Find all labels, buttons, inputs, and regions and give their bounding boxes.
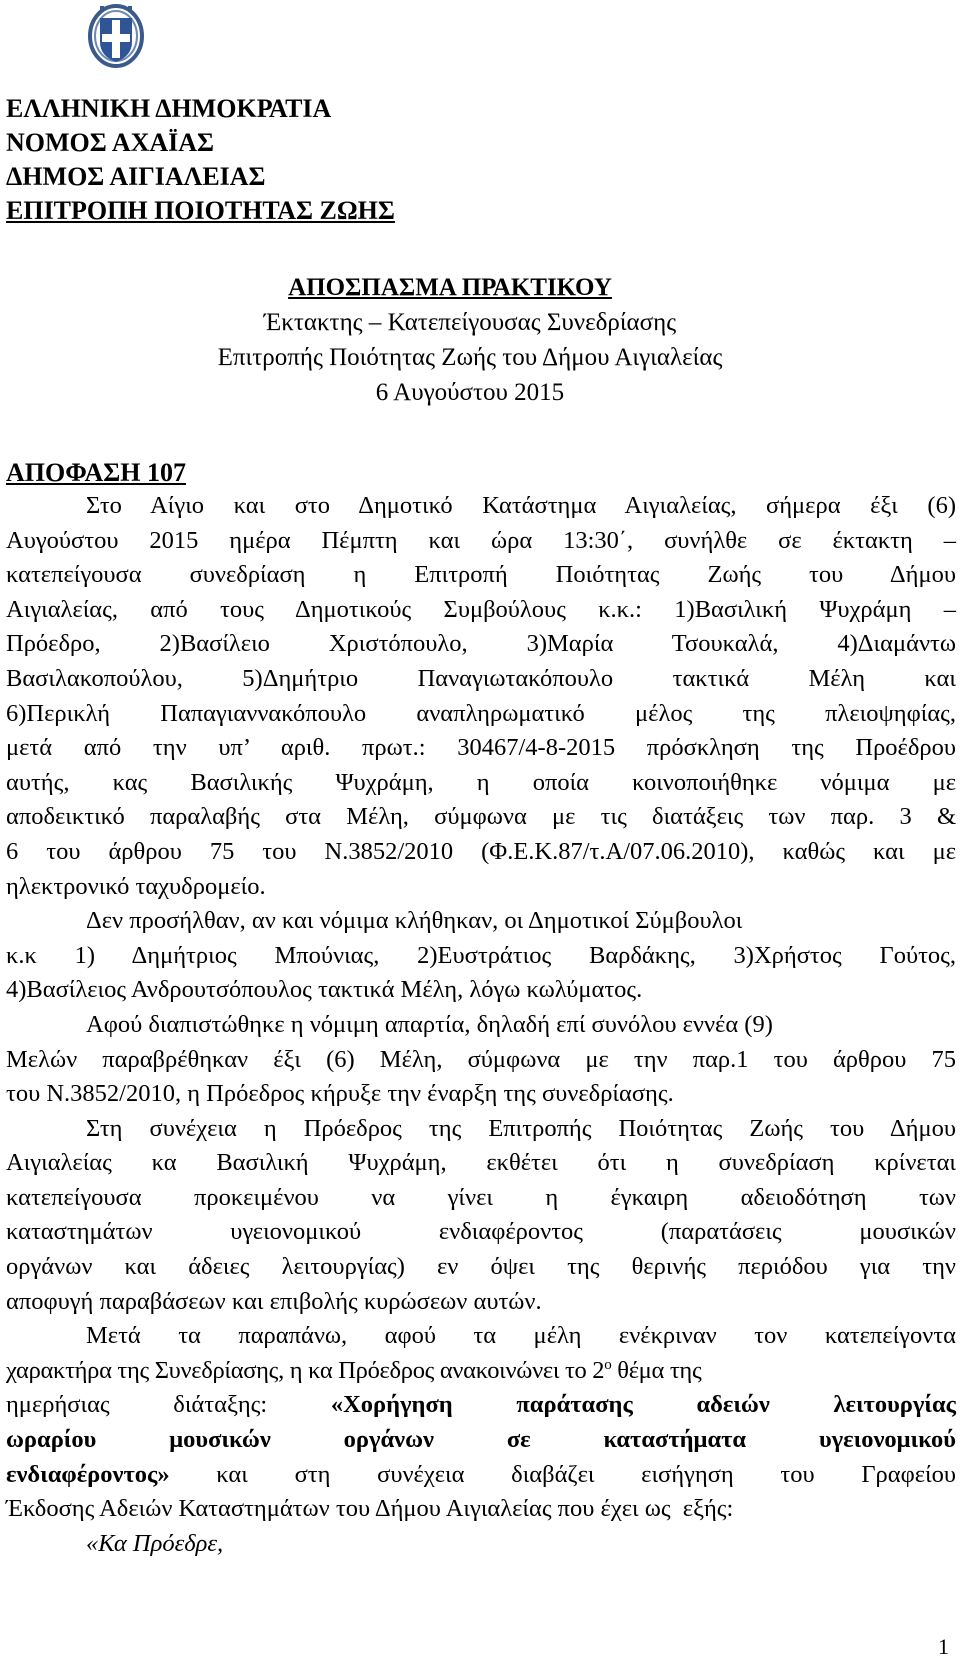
header-line-prefecture: ΝΟΜΟΣ ΑΧΑΪΑΣ bbox=[6, 128, 215, 157]
agenda-topic-title: ενδιαφέροντος» bbox=[6, 1460, 170, 1488]
body-line bbox=[6, 1181, 956, 1216]
page-number: 1 bbox=[938, 1634, 949, 1659]
body-text: Μετά τα παραπάνω, αφού τα μέλη ενέκριναν τον κατεπείγοντα bbox=[86, 1322, 956, 1350]
body-line bbox=[6, 904, 956, 939]
body-text-fragment: ημερήσιας διάταξης: bbox=[6, 1391, 331, 1419]
body-line bbox=[6, 558, 956, 593]
body-line bbox=[6, 1146, 956, 1181]
body-line bbox=[6, 524, 956, 559]
body-line bbox=[6, 800, 956, 835]
body-text: Στη συνέχεια η Πρόεδρος της Επιτροπής Ποιότητας Ζωής του Δήμου bbox=[86, 1114, 956, 1142]
body-text: μετά από την υπ’ αριθ. πρωτ.: 30467/4-8-2015 πρόσκληση της Προέδρου bbox=[6, 734, 956, 762]
body-line bbox=[6, 1388, 956, 1423]
session-date: 6 Αυγούστου 2015 bbox=[375, 379, 565, 406]
body-line bbox=[6, 1423, 956, 1458]
decision-number: ΑΠΟΦΑΣΗ 107 bbox=[6, 458, 187, 487]
body-line bbox=[6, 835, 956, 870]
body-text: οργάνων και άδειες λειτουργίας) εν όψει της θερινής περιόδου για την bbox=[6, 1253, 956, 1281]
body-text: 4)Βασίλειος Ανδρουτσόπουλος τακτικά Μέλη, λόγω κωλύματος. bbox=[6, 976, 643, 1004]
quoted-salutation: «Κα Πρόεδρε, bbox=[86, 1529, 224, 1557]
body-line bbox=[6, 489, 956, 524]
agenda-topic-title: «Χορήγηση παράτασης αδειών λειτουργίας bbox=[330, 1391, 956, 1419]
body-text: κατεπείγουσα συνεδρίαση η Επιτροπή Ποιότητας Ζωής του Δήμου bbox=[6, 561, 956, 589]
body-line bbox=[6, 870, 956, 905]
issuing-authority-header bbox=[6, 92, 706, 228]
body-text: Μελών παραβρέθηκαν έξι (6) Μέλη, σύμφωνα με την παρ.1 του άρθρου 75 bbox=[6, 1045, 956, 1073]
session-type: Έκτακτης – Κατεπείγουσας Συνεδρίασης bbox=[263, 309, 677, 336]
body-line bbox=[6, 1319, 956, 1354]
body-line bbox=[6, 1354, 956, 1389]
document-body bbox=[6, 489, 956, 1561]
body-text: Αιγιαλείας κα Βασιλική Ψυχράμη, εκθέτει ότι η συνεδρίαση κρίνεται bbox=[6, 1149, 956, 1177]
body-text: του Ν.3852/2010, η Πρόεδρος κήρυξε την έναρξη της συνεδρίασης. bbox=[6, 1080, 674, 1108]
header-line-committee: ΕΠΙΤΡΟΠΗ ΠΟΙΟΤΗΤΑΣ ΖΩΗΣ bbox=[6, 196, 395, 225]
body-line bbox=[6, 1527, 956, 1562]
body-text: Πρόεδρο, 2)Βασίλειο Χριστόπουλο, 3)Μαρία Τσουκαλά, 4)Διαμάντω bbox=[6, 630, 956, 658]
body-text bbox=[6, 1388, 956, 1423]
body-text: Έκδοσης Αδειών Καταστημάτων του Δήμου Αιγιαλείας που έχει ως εξής: bbox=[6, 1495, 734, 1523]
committee-name: Επιτροπής Ποιότητας Ζωής του Δήμου Αιγιαλείας bbox=[217, 344, 723, 371]
body-text: Αφού διαπιστώθηκε η νόμιμη απαρτία, δηλαδή επί συνόλου εννέα (9) bbox=[86, 1010, 773, 1038]
body-text bbox=[6, 1458, 956, 1493]
body-text: Δεν προσήλθαν, αν και νόμιμα κλήθηκαν, οι Δημοτικοί Σύμβουλοι bbox=[86, 907, 743, 935]
body-line bbox=[6, 766, 956, 801]
body-line bbox=[6, 1008, 956, 1043]
body-line bbox=[6, 593, 956, 628]
body-line bbox=[6, 731, 956, 766]
body-text: αποφυγή παραβάσεων και επιβολής κυρώσεων αυτών. bbox=[6, 1287, 542, 1315]
body-text-fragment: θέμα της bbox=[611, 1356, 702, 1384]
greek-republic-emblem-icon bbox=[86, 2, 146, 68]
body-line bbox=[6, 627, 956, 662]
body-text: 6)Περικλή Παπαγιαννακόπουλο αναπληρωματικό μέλος της πλειοψηφίας, bbox=[6, 699, 956, 727]
body-text: Αιγιαλείας, από τους Δημοτικούς Συμβούλους κ.κ.: 1)Βασιλική Ψυχράμη – bbox=[6, 595, 956, 623]
document-title-block bbox=[0, 270, 960, 410]
body-text-fragment: χαρακτήρα της Συνεδρίασης, η κα Πρόεδρος ανακοινώνει το 2 bbox=[6, 1356, 605, 1384]
body-text: καταστημάτων υγειονομικού ενδιαφέροντος (παρατάσεις μουσικών bbox=[6, 1218, 956, 1246]
body-line bbox=[6, 1215, 956, 1250]
header-line-municipality: ΔΗΜΟΣ ΑΙΓΙΑΛΕΙΑΣ bbox=[6, 162, 266, 191]
body-line bbox=[6, 697, 956, 732]
body-text: κ.κ 1) Δημήτριος Μπούνιας, 2)Ευστράτιος Βαρδάκης, 3)Χρήστος Γούτος, bbox=[6, 941, 956, 969]
ordinal-superscript: ο bbox=[604, 1356, 612, 1373]
body-text: 6 του άρθρου 75 του Ν.3852/2010 (Φ.Ε.Κ.87/τ.Α/07.06.2010), καθώς και με bbox=[6, 837, 956, 865]
body-line bbox=[6, 939, 956, 974]
body-text: Στο Αίγιο και στο Δημοτικό Κατάστημα Αιγιαλείας, σήμερα έξι (6) bbox=[86, 492, 956, 519]
body-text bbox=[6, 1354, 701, 1389]
body-line bbox=[6, 1112, 956, 1147]
body-text: Αυγούστου 2015 ημέρα Πέμπτη και ώρα 13:30΄, συνήλθε σε έκτακτη – bbox=[6, 526, 956, 554]
header-line-republic: ΕΛΛΗΝΙΚΗ ΔΗΜΟΚΡΑΤΙΑ bbox=[6, 94, 332, 123]
body-text: αυτής, κας Βασιλικής Ψυχράμη, η οποία κοινοποιήθηκε νόμιμα με bbox=[6, 768, 956, 796]
body-text-fragment: και στη συνέχεια διαβάζει εισήγηση του Γραφείου bbox=[169, 1460, 956, 1488]
body-text: αποδεικτικό παραλαβής στα Μέλη, σύμφωνα με τις διατάξεις των παρ. 3 & bbox=[6, 803, 956, 831]
body-line bbox=[6, 1043, 956, 1078]
body-line bbox=[6, 662, 956, 697]
body-line bbox=[6, 1492, 956, 1527]
agenda-topic-title: ωραρίου μουσικών οργάνων σε καταστήματα υγειονομικού bbox=[6, 1426, 956, 1454]
body-text: Βασιλακοπούλου, 5)Δημήτριο Παναγιωτακόπουλο τακτικά Μέλη και bbox=[6, 664, 956, 692]
body-line bbox=[6, 1285, 956, 1320]
body-line bbox=[6, 1458, 956, 1493]
body-text: ηλεκτρονικό ταχυδρομείο. bbox=[6, 872, 266, 900]
body-text: κατεπείγουσα προκειμένου να γίνει η έγκαιρη αδειοδότηση των bbox=[6, 1183, 956, 1211]
body-line bbox=[6, 973, 956, 1008]
body-line bbox=[6, 1077, 956, 1112]
body-line bbox=[6, 1250, 956, 1285]
document-title: ΑΠΟΣΠΑΣΜΑ ΠΡΑΚΤΙΚΟΥ bbox=[288, 274, 612, 301]
